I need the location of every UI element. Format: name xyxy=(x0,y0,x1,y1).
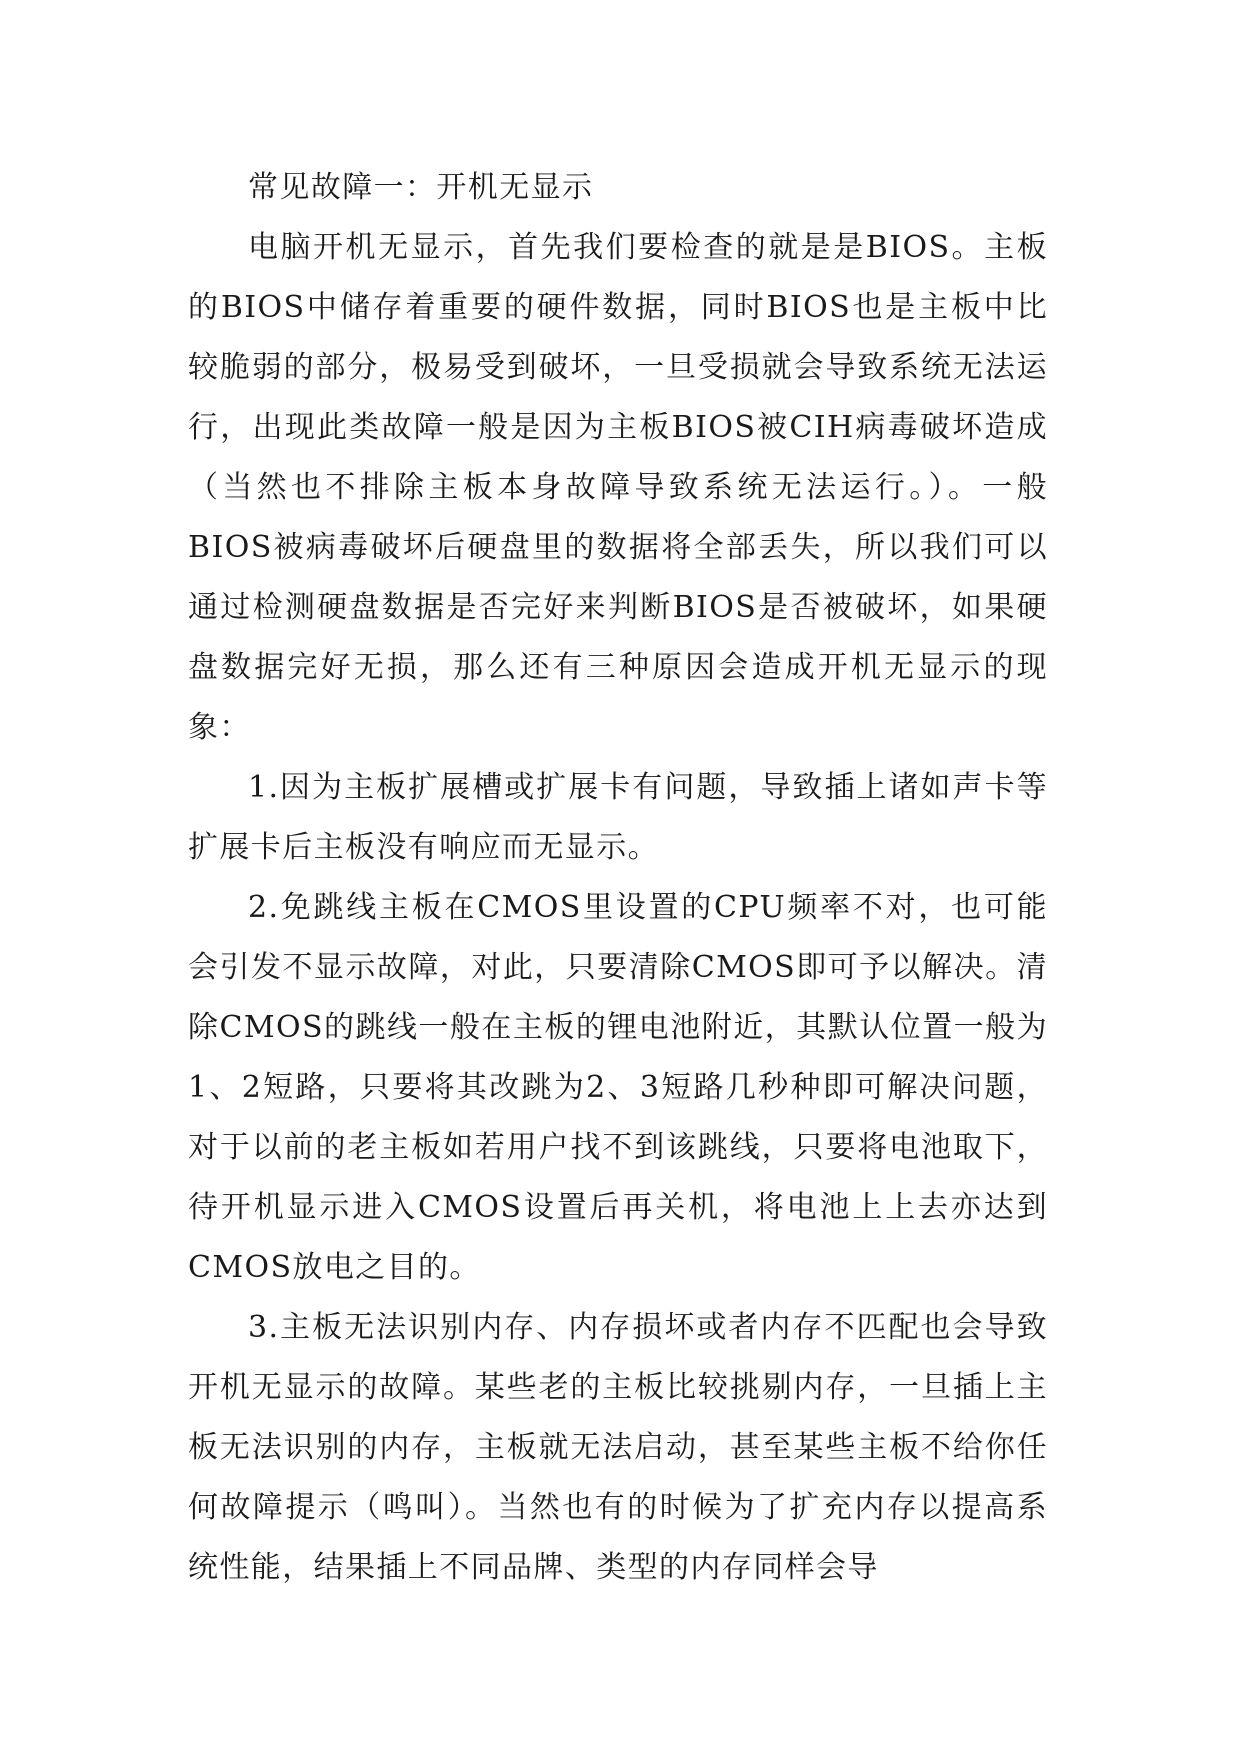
paragraph-intro: 电脑开机无显示，首先我们要检查的就是是BIOS。主板的BIOS中储存着重要的硬件数据，同时BIOS也是主板中比较脆弱的部分，极易受到破坏，一旦受损就会导致系统无法运行，出现此类故障一般是因为主板BIOS被CIH病毒破坏造成（当然也不排除主板本身故障导致系统无法运行。）。一般BIOS被病毒破坏后硬盘里的数据将全部丢失，所以我们可以通过检测硬盘数据是否完好来判断BIOS是否被破坏，如果硬盘数据完好无损，那么还有三种原因会造成开机无显示的现象： xyxy=(188,230,1048,745)
paragraph-item-2: 2.免跳线主板在CMOS里设置的CPU频率不对，也可能会引发不显示故障，对此，只要清除CMOS即可予以解决。清除CMOS的跳线一般在主板的锂电池附近，其默认位置一般为1、2短路，只要将其改跳为2、3短路几秒种即可解决问题，对于以前的老主板如若用户找不到该跳线，只要将电池取下，待开机显示进入CMOS设置后再关机，将电池上上去亦达到CMOS放电之目的。 xyxy=(188,890,1048,1285)
section-heading: 常见故障一：开机无显示 xyxy=(248,170,594,205)
paragraph-item-1: 1.因为主板扩展槽或扩展卡有问题，导致插上诸如声卡等扩展卡后主板没有响应而无显示。 xyxy=(188,770,1048,865)
document-body xyxy=(188,158,1048,1598)
paragraph-item-3: 3.主板无法识别内存、内存损坏或者内存不匹配也会导致开机无显示的故障。某些老的主板比较挑剔内存，一旦插上主板无法识别的内存，主板就无法启动，甚至某些主板不给你任何故障提示（鸣叫）。当然也有的时候为了扩充内存以提高系统性能，结果插上不同品牌、类型的内存同样会导 xyxy=(188,1310,1048,1585)
